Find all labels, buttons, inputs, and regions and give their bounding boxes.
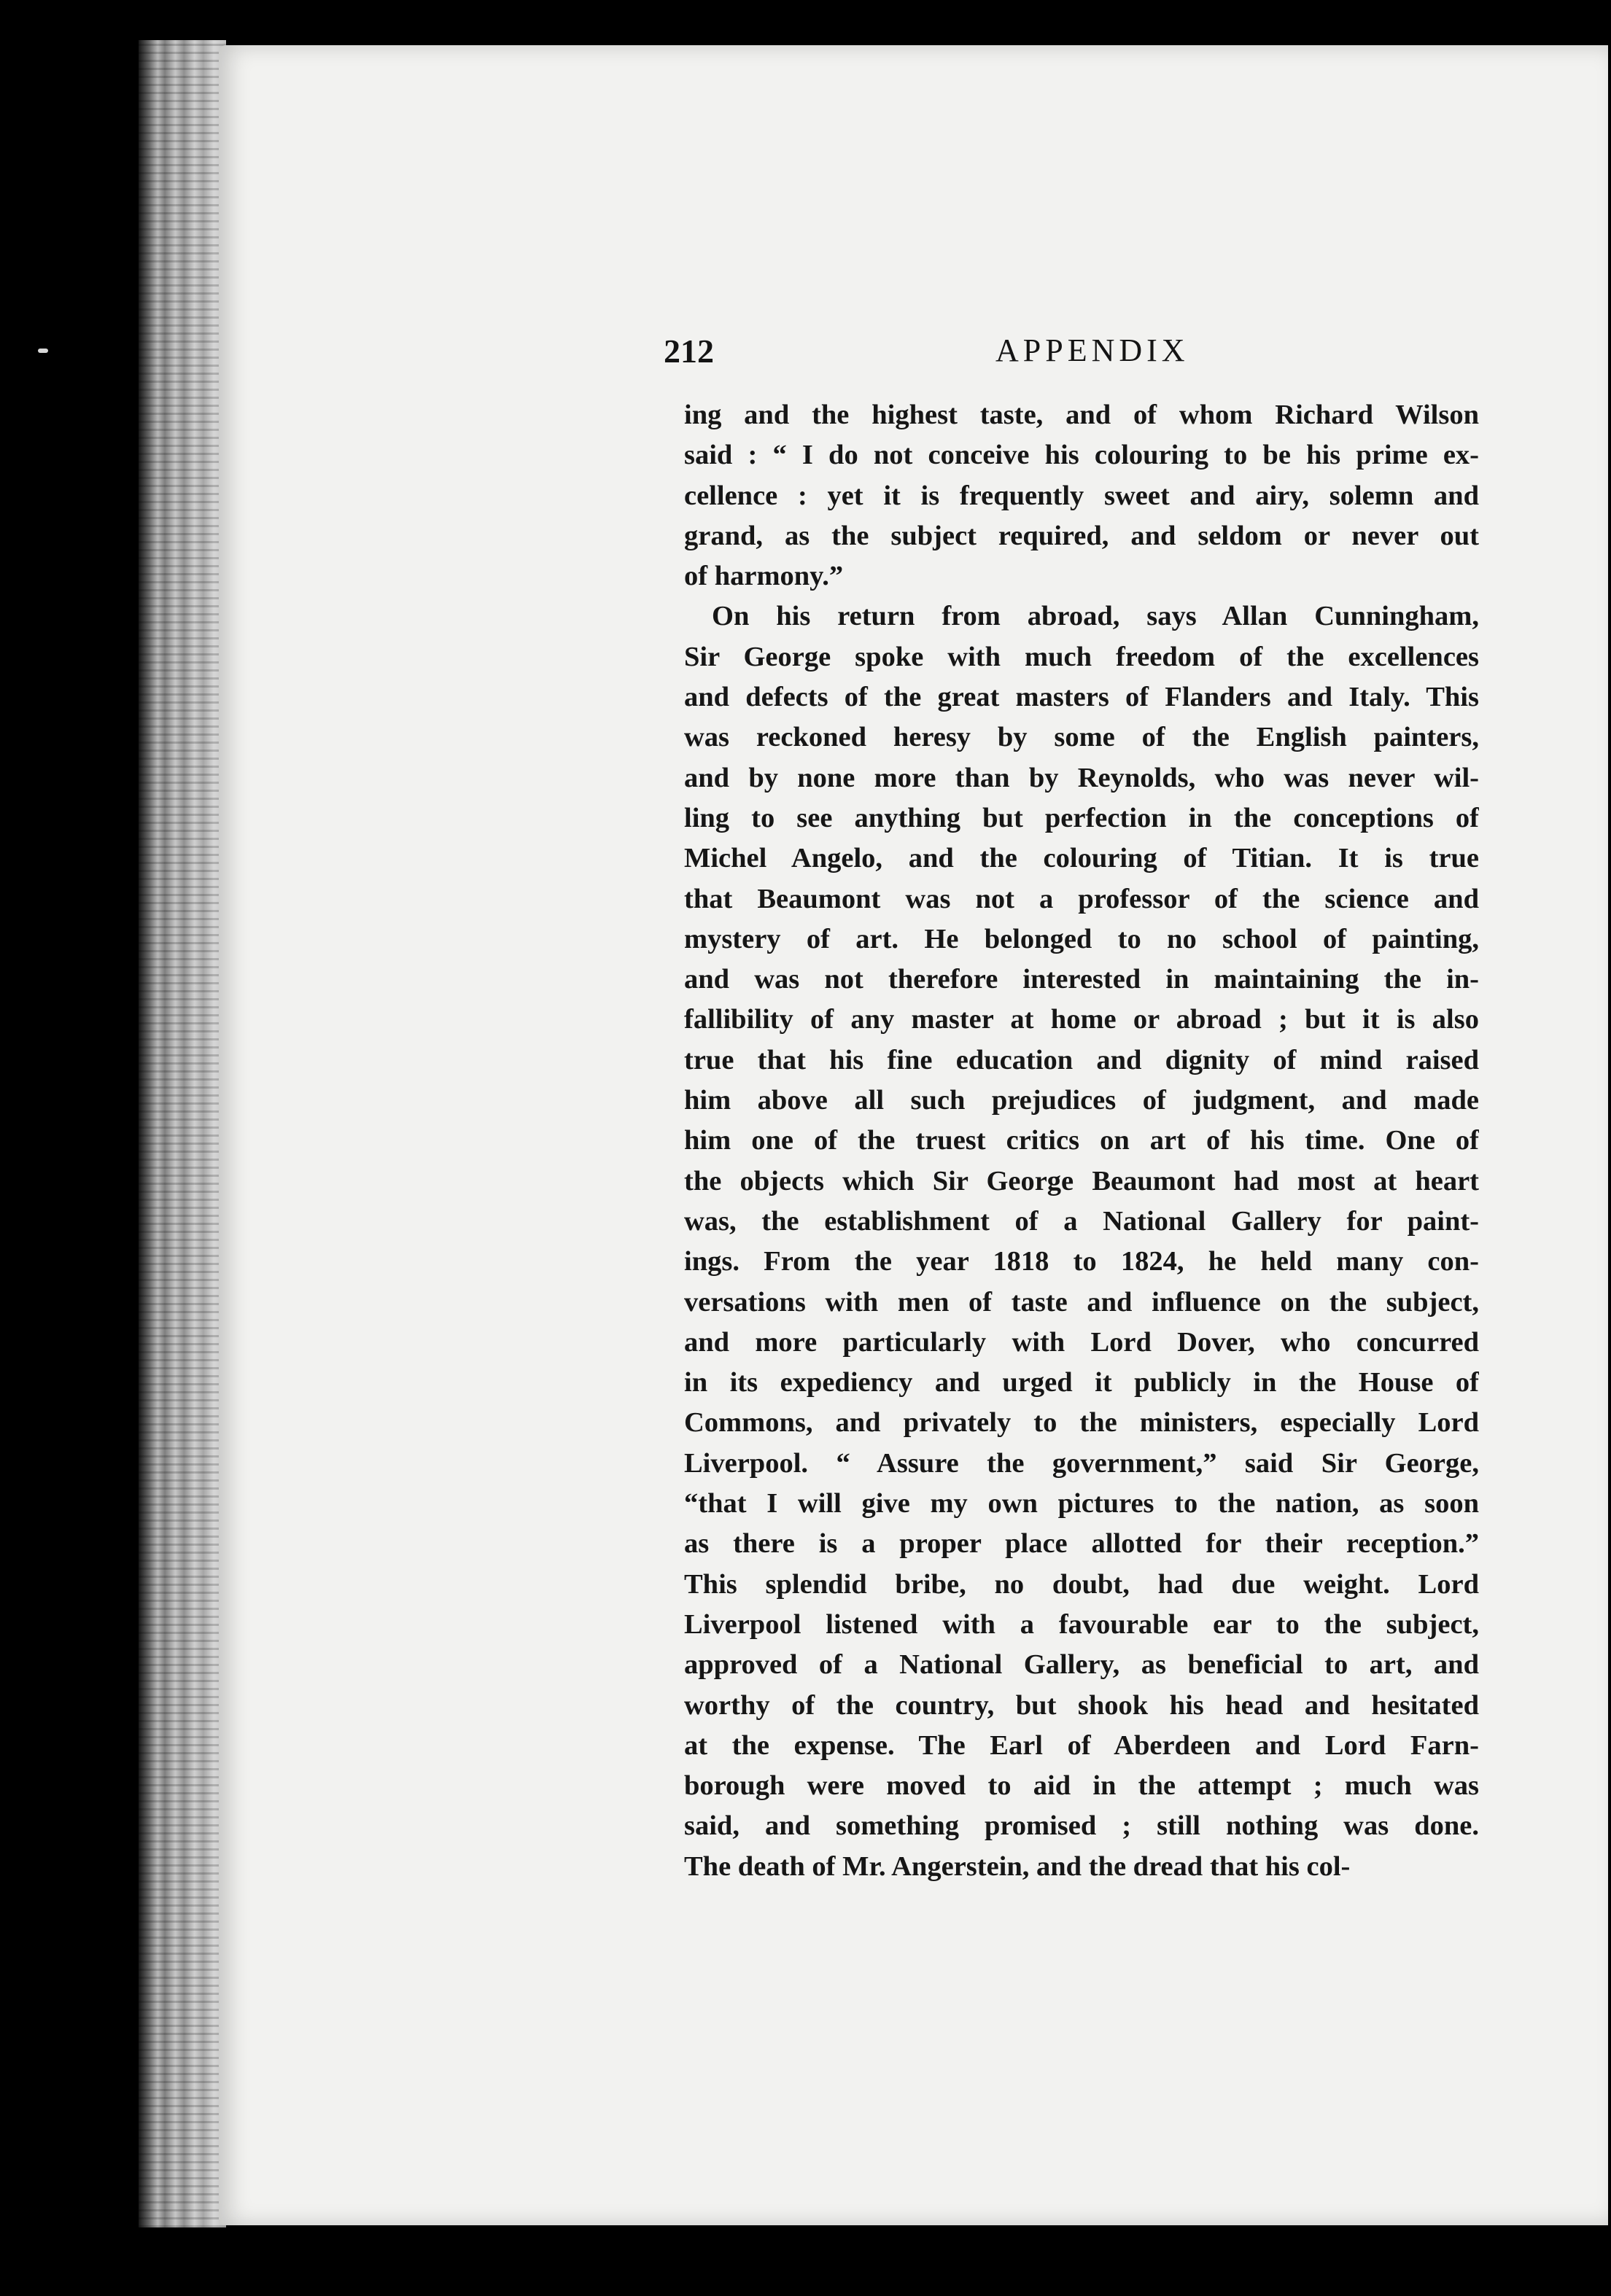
text-line: worthy of the country, but shook his head and hesitated [684, 1689, 1479, 1721]
text-line: Liverpool. “ Assure the government,” said Sir George, [684, 1447, 1479, 1479]
text-line: “that I will give my own pictures to the nation, as soon [684, 1488, 1479, 1519]
book-spine-binding [139, 40, 226, 2227]
text-line: ing and the highest taste, and of whom Richard Wilson [684, 400, 1479, 430]
text-line: approved of a National Gallery, as beneficial to art, and [684, 1649, 1479, 1681]
scan-speck [38, 349, 48, 353]
text-line: that Beaumont was not a professor of the science and [684, 883, 1479, 914]
text-line: cellence : yet it is frequently sweet and airy, solemn and [684, 480, 1479, 511]
text-line: and defects of the great masters of Flanders and Italy. This [684, 682, 1479, 713]
text-line: Michel Angelo, and the colouring of Titian. It is true [684, 843, 1479, 874]
text-line: The death of Mr. Angerstein, and the dread that his col- [684, 1851, 1351, 1882]
text-line: said : “ I do not conceive his colouring to be his prime ex- [684, 440, 1479, 471]
text-line: in its expediency and urged it publicly in the House of [684, 1367, 1479, 1398]
text-line: fallibility of any master at home or abroad ; but it is also [684, 1004, 1479, 1035]
text-line: at the expense. The Earl of Aberdeen and Lord Farn- [684, 1729, 1479, 1761]
text-line: borough were moved to aid in the attempt ; much was [684, 1770, 1479, 1802]
text-line: the objects which Sir George Beaumont had most at heart [684, 1165, 1479, 1196]
text-line: as there is a proper place allotted for their reception.” [684, 1528, 1479, 1560]
text-line: ings. From the year 1818 to 1824, he held many con- [684, 1246, 1479, 1277]
text-line: On his return from abroad, says Allan Cunningham, [712, 601, 1479, 632]
text-line: versations with men of taste and influence on the subject, [684, 1286, 1479, 1318]
text-line: This splendid bribe, no doubt, had due weight. Lord [684, 1568, 1479, 1600]
text-line: and more particularly with Lord Dover, who concurred [684, 1326, 1479, 1358]
text-line: true that his fine education and dignity of mind raised [684, 1044, 1479, 1075]
text-line: mystery of art. He belonged to no school of painting, [684, 923, 1479, 954]
text-line: grand, as the subject required, and seldom or never out [684, 520, 1479, 551]
text-line: of harmony.” [684, 561, 844, 592]
text-line: and by none more than by Reynolds, who was never wil- [684, 762, 1479, 793]
text-line: and was not therefore interested in maintaining the in- [684, 964, 1479, 995]
text-line: was reckoned heresy by some of the English painters, [684, 722, 1479, 753]
page-header [664, 332, 1484, 383]
text-line: Sir George spoke with much freedom of the excellences [684, 641, 1479, 672]
text-line: was, the establishment of a National Gallery for paint- [684, 1205, 1479, 1237]
text-line: said, and something promised ; still nothing was done. [684, 1810, 1479, 1842]
text-line: him above all such prejudices of judgment, and made [684, 1085, 1479, 1116]
text-line: Commons, and privately to the ministers, especially Lord [684, 1407, 1479, 1439]
running-head: APPENDIX [995, 332, 1189, 368]
text-line: him one of the truest critics on art of his time. One of [684, 1125, 1479, 1156]
body-text [684, 395, 1479, 1887]
text-line: ling to see anything but perfection in the conceptions of [684, 802, 1479, 833]
page-number: 212 [664, 332, 714, 370]
text-line: Liverpool listened with a favourable ear to the subject, [684, 1608, 1479, 1640]
